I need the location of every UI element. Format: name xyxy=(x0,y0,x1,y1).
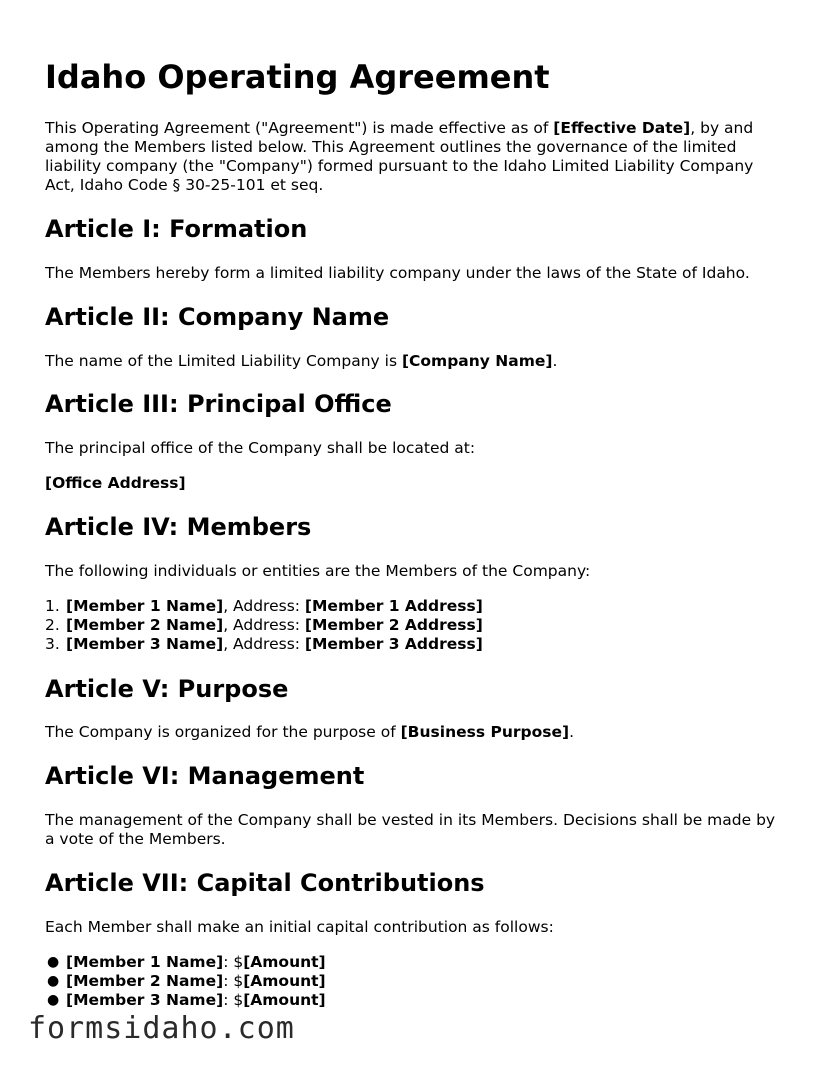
bullet-icon: ● xyxy=(47,954,60,970)
article-1-heading: Article I: Formation xyxy=(45,215,308,243)
list-item: 3. [Member 3 Name], Address: [Member 3 Address] xyxy=(45,635,483,654)
intro-paragraph: This Operating Agreement ("Agreement") is made effective as of [Effective Date], by and among the Members listed below. This Agreement outlines the governance of the limited liability company (the "Company") formed pursuant to the Idaho Limited Liability Company Act, Idaho Code § 30-25-101 et seq. xyxy=(45,119,754,194)
bullet-icon: ● xyxy=(47,973,60,990)
list-item: ● [Member 2 Name]: $[Amount] xyxy=(47,972,326,991)
effective-date-placeholder: [Effective Date] xyxy=(553,119,691,137)
article-5-heading: Article V: Purpose xyxy=(45,675,289,703)
business-purpose-placeholder: [Business Purpose] xyxy=(400,723,570,741)
article-3-heading: Article III: Principal Office xyxy=(45,390,392,418)
list-item: 1. [Member 1 Name], Address: [Member 1 Address] xyxy=(45,597,483,615)
list-item: ● [Member 1 Name]: $[Amount] xyxy=(47,953,326,971)
article-5-text: The Company is organized for the purpose of [Business Purpose]. xyxy=(45,723,575,741)
company-name-placeholder: [Company Name] xyxy=(401,352,553,370)
article-2-heading: Article II: Company Name xyxy=(45,303,390,331)
list-item: 2. [Member 2 Name], Address: [Member 2 Address] xyxy=(45,616,483,635)
article-3-text: The principal office of the Company shall be located at: xyxy=(45,439,476,457)
office-address-placeholder: [Office Address] xyxy=(45,474,186,492)
contributions-list xyxy=(25,953,326,1011)
article-7-heading: Article VII: Capital Contributions xyxy=(45,869,485,897)
article-4-text: The following individuals or entities are the Members of the Company: xyxy=(45,562,591,580)
members-list xyxy=(25,597,483,655)
article-4-heading: Article IV: Members xyxy=(45,513,312,541)
article-1-text: The Members hereby form a limited liability company under the laws of the State of Idaho. xyxy=(45,264,750,282)
watermark: formsidaho.com xyxy=(28,1011,295,1046)
article-6-heading: Article VI: Management xyxy=(45,762,365,790)
list-item: ● [Member 3 Name]: $[Amount] xyxy=(47,991,326,1010)
article-6-text: The management of the Company shall be vested in its Members. Decisions shall be made by a vote of the Members. xyxy=(45,811,776,848)
bullet-icon: ● xyxy=(47,992,60,1009)
article-7-text: Each Member shall make an initial capital contribution as follows: xyxy=(45,918,554,936)
document-title: Idaho Operating Agreement xyxy=(45,58,550,96)
article-2-text: The name of the Limited Liability Company is [Company Name]. xyxy=(45,352,558,370)
